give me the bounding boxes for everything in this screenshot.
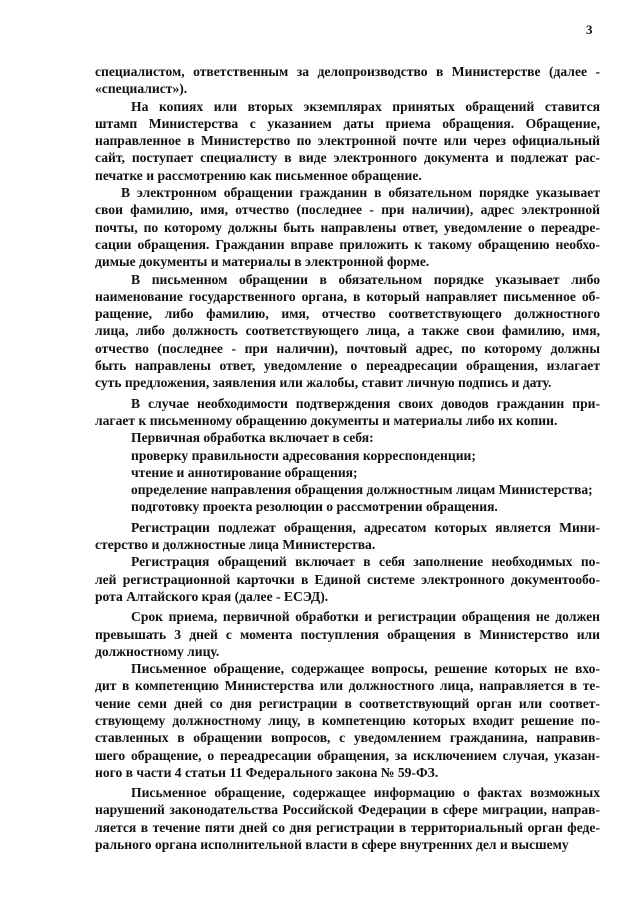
paragraph <box>95 98 600 184</box>
paragraph <box>95 498 600 515</box>
paragraph <box>95 519 600 554</box>
text-line: лица, либо должность соответствующего лица, а также свои фамилию, имя, <box>95 323 600 339</box>
paragraph <box>95 447 600 464</box>
paragraph <box>95 784 600 853</box>
document-body <box>95 63 600 853</box>
text-line: штамп Министерства с указанием даты приема обращения. Обращение, <box>95 115 600 131</box>
text-line: наименование государственного органа, в который направляет письменное об- <box>95 288 600 304</box>
text-line: Срок приема, первичной обработки и регистрации обращения не должен <box>131 609 600 625</box>
text-line: проверку правильности адресования корреспонденции; <box>131 447 476 463</box>
text-line: В электронном обращении гражданин в обязательном порядке указывает <box>121 185 600 201</box>
text-line: ставленных в обращении вопросов, с уведомлением гражданина, направив- <box>95 730 600 746</box>
text-line: нарушений законодательства Российской Федерации в сфере миграции, направ- <box>95 802 600 818</box>
paragraph <box>95 660 600 781</box>
text-line: ращение, либо фамилию, имя, отчество соответствующего должностного <box>95 306 600 322</box>
text-line: подготовку проекта резолюции о рассмотрении обращения. <box>131 499 498 515</box>
text-line: почты, по которому должны быть направлены ответ, уведомление о переадре- <box>95 219 600 235</box>
text-line: Регистрации подлежат обращения, адресатом которых является Мини- <box>131 519 600 535</box>
text-line: ного в части 4 статьи 11 Федерального закона № 59-ФЗ. <box>95 764 439 780</box>
text-line: В случае необходимости подтверждения своих доводов гражданин при- <box>131 395 600 411</box>
paragraph <box>95 481 600 498</box>
page-number: 3 <box>586 22 593 37</box>
paragraph <box>95 271 600 392</box>
text-line: лагает к письменному обращению документы и материалы либо их копии. <box>95 412 558 428</box>
text-line: димые документы и материалы в электронной форме. <box>95 254 430 270</box>
text-line: чтение и аннотирование обращения; <box>131 464 358 480</box>
text-line: специалистом, ответственным за делопроизводство в Министерстве (далее - <box>95 64 600 79</box>
text-line: направленное в Министерство по электронной почте или через официальный <box>95 133 600 149</box>
text-line: сайт, поступает специалисту в виде электронного документа и подлежат рас- <box>95 150 600 166</box>
text-line: ляется в течение пяти дней со дня регистрации в территориальный орган феде- <box>95 819 600 835</box>
text-line: быть направлены ответ, уведомление о переадресации обращения, излагает <box>95 358 600 374</box>
text-line: превышать 3 дней с момента поступления обращения в Министерство или <box>95 626 600 642</box>
text-line: отчество (последнее - при наличии), почтовый адрес, по которому должны <box>95 340 600 356</box>
paragraph <box>95 464 600 481</box>
text-line: определение направления обращения должностным лицам Министерства; <box>131 482 593 498</box>
text-line: чение семи дней со дня регистрации в соответствующий орган или соответ- <box>95 695 600 711</box>
paragraph <box>95 429 600 446</box>
text-line: шего обращение, о переадресации обращения, за исключением случая, указан- <box>95 747 600 763</box>
paragraph <box>95 63 600 98</box>
text-line: стерство и должностные лица Министерства. <box>95 537 376 553</box>
text-line: должностному лицу. <box>95 643 220 659</box>
text-line: рального органа исполнительной власти в сфере внутренних дел и высшему <box>95 837 569 853</box>
text-line: Первичная обработка включает в себя: <box>131 430 374 446</box>
text-line: сации обращения. Гражданин вправе приложить к такому обращению необхо- <box>95 236 600 252</box>
text-line: ствующему должностному лицу, в компетенцию которых входит решение по- <box>95 712 600 728</box>
text-line: свои фамилию, имя, отчество (последнее - при наличии), адрес электронной <box>95 202 600 218</box>
text-line: рота Алтайского края (далее - ЕСЭД). <box>95 588 329 604</box>
text-line: лей регистрационной карточки в Единой системе электронного документообо- <box>95 571 600 587</box>
paragraph <box>95 553 600 605</box>
text-line: дит в компетенцию Министерства или должностного лица, направляется в те- <box>95 678 600 694</box>
text-line: Письменное обращение, содержащее информацию о фактах возможных <box>131 785 600 801</box>
text-line: «специалист»). <box>95 81 188 97</box>
paragraph <box>95 184 600 270</box>
text-line: Письменное обращение, содержащее вопросы, решение которых не вхо- <box>131 661 600 677</box>
text-line: В письменном обращении в обязательном порядке указывает либо <box>131 271 600 287</box>
paragraph <box>95 395 600 430</box>
text-line: Регистрация обращений включает в себя заполнение необходимых по- <box>131 554 600 570</box>
text-line: печатке и рассмотрению как письменное обращение. <box>95 167 422 183</box>
text-line: На копиях или вторых экземплярах принятых обращений ставится <box>131 98 600 114</box>
text-line: суть предложения, заявления или жалобы, ставит личную подпись и дату. <box>95 375 552 391</box>
paragraph <box>95 608 600 660</box>
